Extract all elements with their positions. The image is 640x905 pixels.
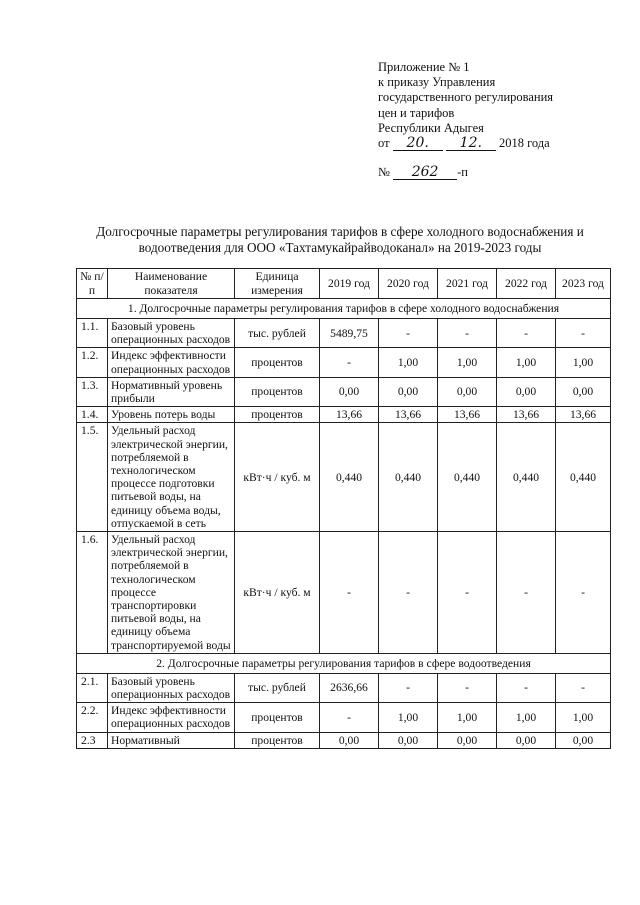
annex-line: государственного регулирования <box>378 90 554 105</box>
value-2020: 1,00 <box>379 703 438 732</box>
row-unit: процентов <box>235 732 320 748</box>
value-2021: 0,00 <box>438 377 497 406</box>
section-row <box>77 653 611 673</box>
value-2023: - <box>556 673 611 702</box>
header-cell: Единица измерения <box>235 269 320 299</box>
row-name: Базовый уровень операционных расходов <box>108 673 235 702</box>
value-2021: 0,440 <box>438 423 497 532</box>
row-unit: процентов <box>235 377 320 406</box>
value-2022: 13,66 <box>497 407 556 423</box>
annex-block <box>378 60 553 151</box>
row-number: 1.5. <box>77 423 108 532</box>
row-unit: тыс. рублей <box>235 319 320 348</box>
header-cell: 2019 год <box>320 269 379 299</box>
row-number: 1.1. <box>77 319 108 348</box>
row-number: 2.1. <box>77 673 108 702</box>
value-2019: - <box>320 703 379 732</box>
row-number: 1.6. <box>77 532 108 654</box>
value-2023: 0,00 <box>556 732 611 748</box>
value-2019: 2636,66 <box>320 673 379 702</box>
header-row <box>77 269 611 299</box>
number-prefix: № <box>378 165 390 179</box>
document-title <box>80 224 600 256</box>
table-row <box>77 319 611 348</box>
value-2020: 1,00 <box>379 348 438 377</box>
value-2020: 13,66 <box>379 407 438 423</box>
value-2023: 0,440 <box>556 423 611 532</box>
value-2022: 0,00 <box>497 732 556 748</box>
header-cell: 2021 год <box>438 269 497 299</box>
annex-date <box>378 136 553 151</box>
value-2022: 1,00 <box>497 348 556 377</box>
value-2019: 5489,75 <box>320 319 379 348</box>
value-2023: - <box>556 319 611 348</box>
header-cell: 2020 год <box>379 269 438 299</box>
date-day-handwritten: 20. <box>393 137 443 151</box>
row-name: Индекс эффективности операционных расходов <box>108 703 235 732</box>
row-name: Удельный расход электрической энергии, потребляемой в технологическом процессе подготовки питьевой воды, на единицу объема воды, отпускаемой в сеть <box>108 423 235 532</box>
value-2021: - <box>438 532 497 654</box>
row-unit: кВт·ч / куб. м <box>235 423 320 532</box>
header-cell: 2023 год <box>556 269 611 299</box>
value-2020: - <box>379 532 438 654</box>
table-row <box>77 423 611 532</box>
value-2023: - <box>556 532 611 654</box>
row-unit: процентов <box>235 348 320 377</box>
value-2020: 0,00 <box>379 732 438 748</box>
row-unit: кВт·ч / куб. м <box>235 532 320 654</box>
value-2019: 0,00 <box>320 377 379 406</box>
number-suffix: -п <box>457 165 468 179</box>
row-unit: тыс. рублей <box>235 673 320 702</box>
row-name: Уровень потерь воды <box>108 407 235 423</box>
value-2019: 0,00 <box>320 732 379 748</box>
value-2022: 1,00 <box>497 703 556 732</box>
value-2019: 13,66 <box>320 407 379 423</box>
row-number: 2.2. <box>77 703 108 732</box>
value-2021: - <box>438 673 497 702</box>
value-2022: - <box>497 319 556 348</box>
parameters-table <box>76 268 611 749</box>
value-2022: - <box>497 532 556 654</box>
row-unit: процентов <box>235 407 320 423</box>
value-2022: 0,00 <box>497 377 556 406</box>
date-prefix: от <box>378 136 390 151</box>
section-title: 1. Долгосрочные параметры регулирования тарифов в сфере холодного водоснабжения <box>77 299 611 319</box>
date-month-handwritten: 12. <box>446 137 496 151</box>
value-2023: 13,66 <box>556 407 611 423</box>
row-name: Нормативный <box>108 732 235 748</box>
annex-line: к приказу Управления <box>378 75 496 90</box>
table-row <box>77 532 611 654</box>
title-line: водоотведения для ООО «Тахтамукайрайводоканал» на 2019-2023 годы <box>138 240 542 255</box>
value-2021: 1,00 <box>438 703 497 732</box>
value-2021: 1,00 <box>438 348 497 377</box>
value-2020: - <box>379 673 438 702</box>
value-2023: 0,00 <box>556 377 611 406</box>
row-unit: процентов <box>235 703 320 732</box>
row-number: 2.3 <box>77 732 108 748</box>
row-number: 1.3. <box>77 377 108 406</box>
header-cell: № п/п <box>77 269 108 299</box>
table-row <box>77 673 611 702</box>
row-name: Базовый уровень операционных расходов <box>108 319 235 348</box>
section-row <box>77 299 611 319</box>
header-cell: Наименование показателя <box>108 269 235 299</box>
value-2022: - <box>497 673 556 702</box>
date-suffix: 2018 года <box>498 136 550 151</box>
annex-line: цен и тарифов <box>378 105 455 120</box>
value-2021: 13,66 <box>438 407 497 423</box>
value-2021: - <box>438 319 497 348</box>
value-2023: 1,00 <box>556 703 611 732</box>
value-2019: - <box>320 348 379 377</box>
table-row <box>77 348 611 377</box>
row-number: 1.2. <box>77 348 108 377</box>
table-row <box>77 703 611 732</box>
annex-line: Республики Адыгея <box>378 120 484 135</box>
row-name: Удельный расход электрической энергии, потребляемой в технологическом процессе транспортировки питьевой воды, на единицу объема транспортируемой воды <box>108 532 235 654</box>
annex-line: Приложение № 1 <box>378 60 470 74</box>
number-handwritten: 262 <box>393 166 457 180</box>
order-number <box>378 165 468 180</box>
table-row <box>77 377 611 406</box>
value-2020: - <box>379 319 438 348</box>
value-2022: 0,440 <box>497 423 556 532</box>
section-title: 2. Долгосрочные параметры регулирования тарифов в сфере водоотведения <box>77 653 611 673</box>
value-2019: - <box>320 532 379 654</box>
table-row <box>77 407 611 423</box>
value-2021: 0,00 <box>438 732 497 748</box>
row-name: Индекс эффективности операционных расходов <box>108 348 235 377</box>
value-2020: 0,440 <box>379 423 438 532</box>
table-row <box>77 732 611 748</box>
header-cell: 2022 год <box>497 269 556 299</box>
value-2019: 0,440 <box>320 423 379 532</box>
row-name: Нормативный уровень прибыли <box>108 377 235 406</box>
row-number: 1.4. <box>77 407 108 423</box>
title-line: Долгосрочные параметры регулирования тарифов в сфере холодного водоснабжения и <box>96 224 584 239</box>
value-2020: 0,00 <box>379 377 438 406</box>
value-2023: 1,00 <box>556 348 611 377</box>
